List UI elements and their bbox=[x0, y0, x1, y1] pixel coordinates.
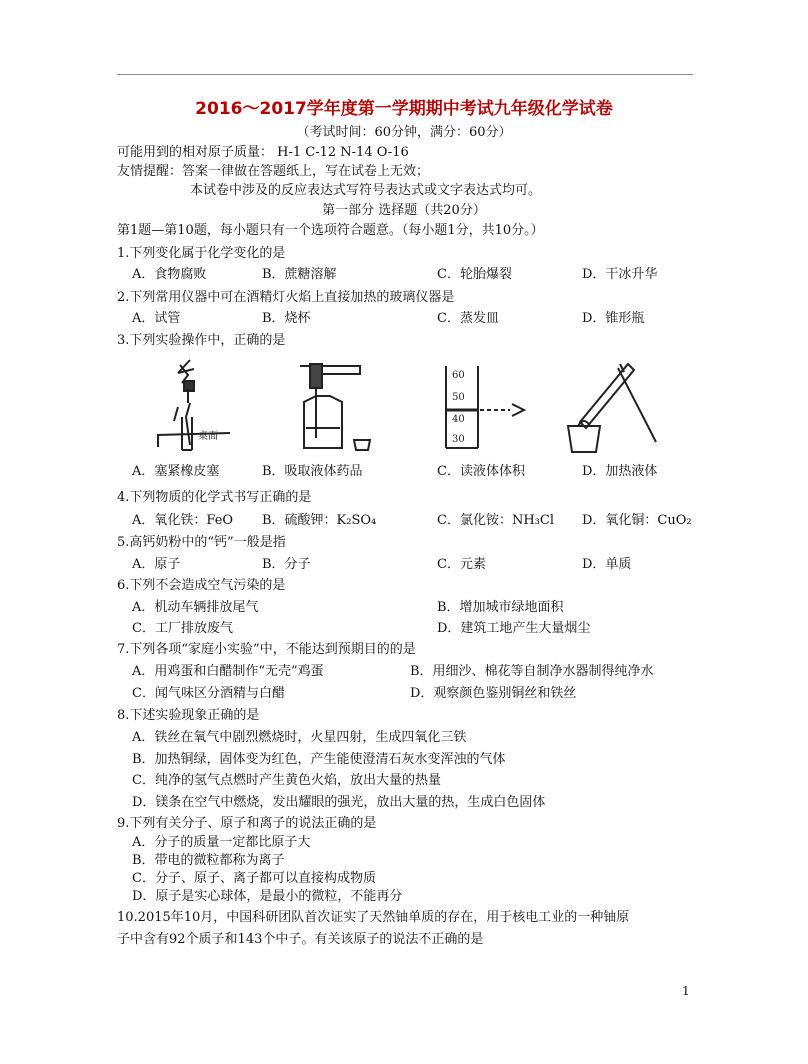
question-7-stem: 7.下列各项“家庭小实验”中，不能达到预期目的的是 bbox=[117, 642, 416, 657]
question-10-line-1: 10.2015年10月，中国科研团队首次证实了天然铀单质的存在，用于核电工业的一种铀原 bbox=[117, 910, 630, 925]
question-3-option-c: C．读液体体积 bbox=[437, 464, 525, 479]
question-9-stem: 9.下列有关分子、原子和离子的说法正确的是 bbox=[117, 816, 377, 831]
question-8-option-b: B．加热铜绿，固体变为红色，产生能使澄清石灰水变浑浊的气体 bbox=[132, 752, 506, 767]
question-7-option-a: A．用鸡蛋和白醋制作“无壳”鸡蛋 bbox=[132, 664, 324, 679]
figure-a-stopper bbox=[130, 355, 240, 455]
question-5-stem: 5.高钙奶粉中的“钙”一般是指 bbox=[117, 535, 286, 550]
tick-30: 30 bbox=[452, 434, 465, 445]
desk-label: 桌面 bbox=[198, 431, 218, 442]
question-5-option-c: C．元素 bbox=[437, 557, 486, 572]
header-rule bbox=[117, 74, 693, 75]
question-1-option-d: D．干冰升华 bbox=[582, 267, 658, 282]
question-2-stem: 2.下列常用仪器中可在酒精灯火焰上直接加热的玻璃仪器是 bbox=[117, 290, 455, 305]
question-7-option-b: B．用细沙、棉花等自制净水器制得纯净水 bbox=[410, 664, 654, 679]
figure-c-cylinder bbox=[440, 362, 550, 452]
question-9-option-c: C．分子、原子、离子都可以直接构成物质 bbox=[132, 871, 376, 886]
question-3-stem: 3.下列实验操作中，正确的是 bbox=[117, 333, 286, 348]
question-4-stem: 4.下列物质的化学式书写正确的是 bbox=[117, 490, 312, 505]
exam-title: 2016～2017学年度第一学期期中考试九年级化学试卷 bbox=[195, 99, 613, 119]
exam-subtitle: （考试时间：60分钟，满分：60分） bbox=[296, 125, 512, 140]
question-2-option-a: A．试管 bbox=[132, 311, 181, 326]
question-4-option-c: C．氯化铵：NH₃Cl bbox=[437, 513, 554, 528]
question-8-stem: 8.下述实验现象正确的是 bbox=[117, 708, 260, 723]
question-6-stem: 6.下列不会造成空气污染的是 bbox=[117, 578, 286, 593]
question-9-option-a: A．分子的质量一定都比原子大 bbox=[132, 835, 311, 850]
question-3-option-d: D．加热液体 bbox=[582, 464, 658, 479]
question-10-line-2: 子中含有92个质子和143个中子。有关该原子的说法不正确的是 bbox=[117, 932, 484, 947]
question-6-option-a: A．机动车辆排放尾气 bbox=[132, 600, 259, 615]
atomic-masses: 可能用到的相对原子质量： H-1 C-12 N-14 O-16 bbox=[117, 145, 409, 160]
question-6-option-b: B．增加城市绿地面积 bbox=[437, 600, 564, 615]
question-5-option-a: A．原子 bbox=[132, 557, 181, 572]
part-heading: 第一部分 选择题（共20分） bbox=[322, 203, 486, 218]
question-6-option-d: D．建筑工地产生大量烟尘 bbox=[437, 621, 591, 636]
question-8-option-d: D．镁条在空气中燃烧，发出耀眼的强光，放出大量的热，生成白色固体 bbox=[132, 795, 546, 810]
question-8-option-c: C．纯净的氢气点燃时产生黄色火焰，放出大量的热量 bbox=[132, 773, 441, 788]
tick-60: 60 bbox=[452, 370, 465, 381]
tick-40: 40 bbox=[452, 414, 465, 425]
tick-50: 50 bbox=[452, 392, 465, 403]
question-3-option-b: B．吸取液体药品 bbox=[262, 464, 363, 479]
question-4-option-d: D．氧化铜：CuO₂ bbox=[582, 513, 692, 528]
figure-d-heating bbox=[560, 360, 670, 455]
question-5-option-b: B．分子 bbox=[262, 557, 311, 572]
question-8-option-a: A．铁丝在氧气中剧烈燃烧时，火星四射，生成四氧化三铁 bbox=[132, 730, 467, 745]
question-4-option-b: B．硫酸钾：K₂SO₄ bbox=[262, 513, 377, 528]
question-2-option-c: C．蒸发皿 bbox=[437, 311, 499, 326]
instructions: 第1题—第10题，每小题只有一个选项符合题意。（每小题1分，共10分。） bbox=[117, 223, 544, 238]
question-1-option-b: B．蔗糖溶解 bbox=[262, 267, 337, 282]
question-7-option-c: C．闻气味区分酒精与白醋 bbox=[132, 686, 285, 701]
question-7-option-d: D．观察颜色鉴别铜丝和铁丝 bbox=[410, 686, 577, 701]
page-number: 1 bbox=[682, 984, 690, 998]
question-1-option-a: A．食物腐败 bbox=[132, 267, 207, 282]
question-9-option-b: B．带电的微粒都称为离子 bbox=[132, 853, 285, 868]
question-6-option-c: C．工厂排放废气 bbox=[132, 621, 233, 636]
question-1-option-c: C．轮胎爆裂 bbox=[437, 267, 512, 282]
question-5-option-d: D．单质 bbox=[582, 557, 632, 572]
question-4-option-a: A．氧化铁：FeO bbox=[132, 513, 234, 528]
question-2-option-d: D．锥形瓶 bbox=[582, 311, 645, 326]
reminder-line-1: 友情提醒：答案一律做在答题纸上，写在试卷上无效； bbox=[117, 164, 430, 179]
figure-b-dropper bbox=[290, 362, 380, 457]
question-1-stem: 1.下列变化属于化学变化的是 bbox=[117, 246, 286, 261]
question-9-option-d: D．原子是实心球体，是最小的微粒，不能再分 bbox=[132, 889, 403, 904]
question-2-option-b: B．烧杯 bbox=[262, 311, 311, 326]
question-3-option-a: A．塞紧橡皮塞 bbox=[132, 464, 220, 479]
reminder-line-2: 本试卷中涉及的反应表达式写符号表达式或文字表达式均可。 bbox=[190, 183, 542, 198]
